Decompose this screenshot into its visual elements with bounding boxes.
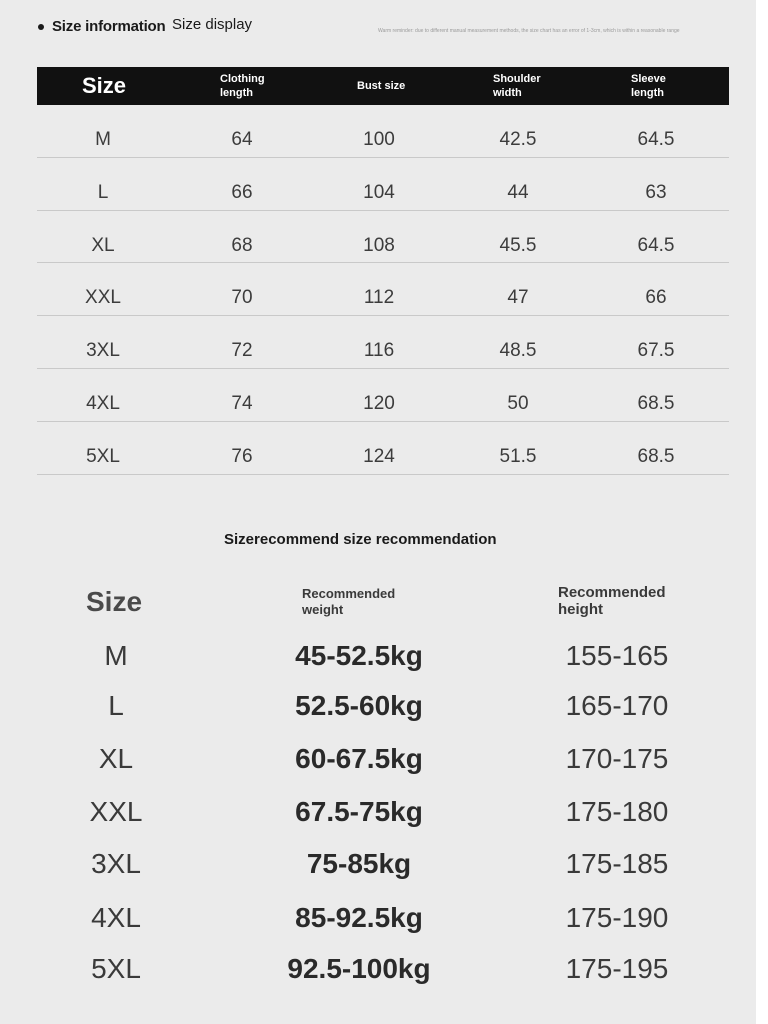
- table-cell: 5XL: [86, 445, 120, 467]
- table-cell: 67.5: [637, 340, 675, 362]
- right-margin: [756, 0, 768, 1024]
- table-cell: 51.5: [499, 445, 537, 467]
- recommend-weight: 92.5-100kg: [287, 953, 431, 984]
- table-cell: XL: [91, 234, 115, 256]
- list-item: [0, 953, 756, 993]
- table-cell: 70: [231, 287, 253, 309]
- recommend-weight: 85-92.5kg: [295, 902, 423, 933]
- table-cell: M: [95, 129, 111, 150]
- table-cell: 3XL: [86, 340, 120, 362]
- table-cell: 104: [363, 181, 395, 203]
- table-row: [37, 105, 729, 158]
- table-cell: 124: [363, 445, 395, 467]
- recommend-weight: 75-85kg: [306, 848, 412, 879]
- table-cell: 108: [363, 234, 395, 256]
- recommend-weight: 60-67.5kg: [295, 743, 423, 774]
- recommend-title: Sizerecommend size recommendation: [224, 531, 497, 548]
- table-cell: 112: [363, 287, 395, 309]
- recommend-size: XXL: [89, 796, 143, 827]
- recommend-size: XL: [98, 743, 134, 774]
- table-cell: 68.5: [637, 392, 675, 414]
- table-cell: 120: [363, 392, 395, 414]
- size-table: [37, 67, 729, 475]
- table-cell: 50: [507, 392, 529, 414]
- recommend-weight: 52.5-60kg: [295, 690, 423, 721]
- col-shoulder-width: Shoulder width: [493, 73, 541, 99]
- recommend-size: 3XL: [91, 848, 141, 879]
- table-row: [37, 158, 729, 211]
- list-item: [0, 690, 756, 730]
- col-size: Size: [81, 73, 127, 98]
- table-cell: 72: [231, 340, 253, 362]
- recommend-col-size: Size: [86, 586, 143, 617]
- col-sleeve-length: Sleeve length: [631, 73, 666, 99]
- recommend-height: 175-185: [565, 848, 669, 879]
- table-cell: 63: [645, 181, 667, 203]
- size-table-body: [37, 105, 729, 475]
- table-cell: 100: [363, 129, 395, 150]
- recommend-size: 4XL: [91, 902, 141, 933]
- table-cell: 76: [231, 445, 253, 467]
- table-row: [37, 422, 729, 475]
- recommend-height: 165-170: [565, 690, 669, 721]
- header-note: Warm reminder: due to different manual measurement methods, the size chart has an error of 1-3cm, which is within a reasonable range: [378, 28, 680, 34]
- table-cell: 4XL: [86, 392, 120, 414]
- table-cell: 66: [645, 287, 667, 309]
- table-cell: 44: [507, 181, 529, 203]
- list-item: [0, 796, 756, 836]
- list-item: [0, 902, 756, 942]
- bullet-icon: [38, 24, 44, 30]
- table-row: [37, 211, 729, 264]
- recommend-weight: 67.5-75kg: [295, 796, 423, 827]
- table-cell: 68.5: [637, 445, 675, 467]
- header-display: Size display: [172, 16, 253, 33]
- table-row: [37, 316, 729, 369]
- table-cell: 66: [231, 181, 253, 203]
- col-bust-size: Bust size: [357, 80, 406, 92]
- list-item: [0, 743, 756, 783]
- table-cell: 64: [231, 129, 253, 150]
- table-cell: 48.5: [499, 340, 537, 362]
- table-cell: 64.5: [637, 234, 675, 256]
- list-item: [0, 848, 756, 888]
- recommend-size: 5XL: [91, 953, 141, 984]
- recommend-col-weight: Recommended weight: [302, 586, 396, 617]
- list-item: [0, 640, 756, 680]
- recommend-size: M: [104, 640, 128, 671]
- table-cell: 64.5: [637, 129, 675, 150]
- table-cell: 74: [231, 392, 253, 414]
- recommend-height: 175-195: [565, 953, 669, 984]
- recommend-size: L: [108, 690, 124, 721]
- recommend-height: 175-180: [565, 796, 669, 827]
- table-cell: 47: [507, 287, 529, 309]
- table-cell: 42.5: [499, 129, 537, 150]
- table-cell: L: [97, 181, 109, 203]
- recommend-height: 175-190: [565, 902, 669, 933]
- table-cell: 68: [231, 234, 253, 256]
- recommend-weight: 45-52.5kg: [295, 640, 423, 671]
- recommend-height: 170-175: [565, 743, 669, 774]
- table-row: [37, 369, 729, 422]
- table-cell: 45.5: [499, 234, 537, 256]
- recommend-col-height: Recommended height: [558, 584, 666, 618]
- col-clothing-length: Clothing length: [220, 73, 265, 99]
- top-header: [36, 14, 726, 44]
- header-info: Size information: [52, 18, 166, 35]
- table-row: [37, 263, 729, 316]
- recommend-height: 155-165: [565, 640, 669, 671]
- table-cell: XXL: [85, 287, 121, 309]
- table-cell: 116: [363, 340, 395, 362]
- size-table-header: [37, 67, 729, 105]
